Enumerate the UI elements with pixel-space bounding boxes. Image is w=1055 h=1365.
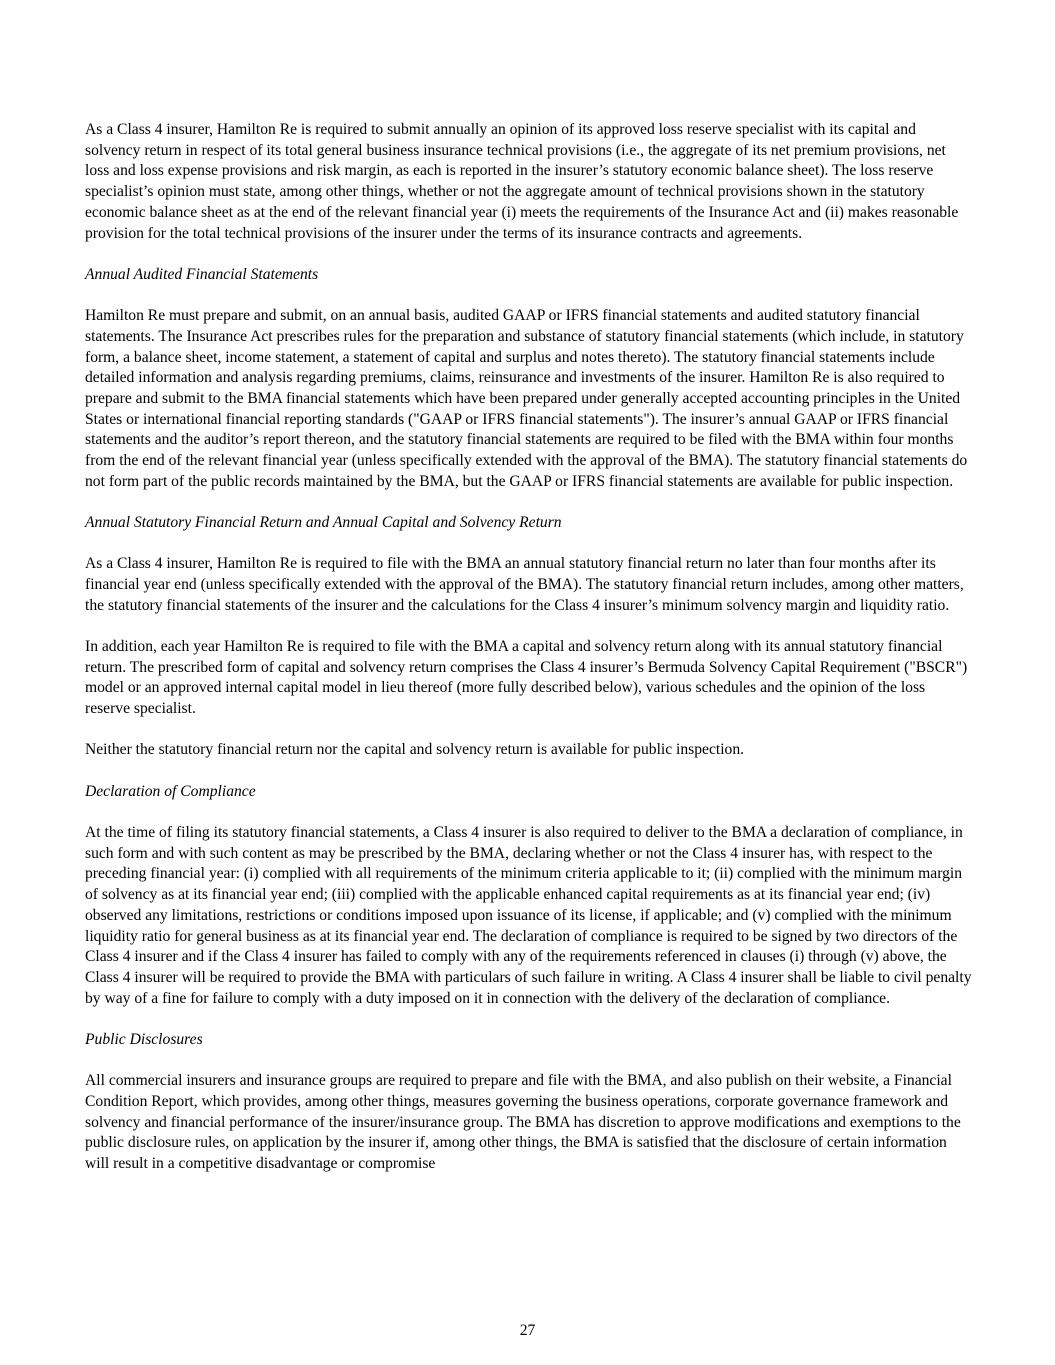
heading-declaration-of-compliance: Declaration of Compliance [85, 782, 256, 800]
para-capital-solvency-return: In addition, each year Hamilton Re is required to file with the BMA a capital and solvency return along with its annual statutory financial return. The prescribed form of capital and solvency return comprises the Class 4 insurer’s Bermuda Solvency Capital Requirement ("BSCR") model or an approved internal capital model in lieu thereof (more fully described below), various schedules and the opinion of the loss reserve specialist. [85, 638, 968, 718]
heading-annual-statutory-financial-return: Annual Statutory Financial Return and Annual Capital and Solvency Return [85, 514, 562, 532]
para-not-public: Neither the statutory financial return nor the capital and solvency return is available for public inspection. [85, 741, 745, 759]
document-page [85, 120, 973, 1195]
para-audited-financial-statements: Hamilton Re must prepare and submit, on an annual basis, audited GAAP or IFRS financial statements and audited statutory financial statements. The Insurance Act prescribes rules for the preparation and substance of statutory financial statements (which include, in statutory form, a balance sheet, income statement, a statement of capital and surplus and notes thereto). The statutory financial statements include detailed information and analysis regarding premiums, claims, reinsurance and investments of the insurer. Hamilton Re is also required to prepare and submit to the BMA financial statements which have been prepared under generally accepted accounting principles in the United States or international financial reporting standards ("GAAP or IFRS financial statements"). The insurer’s annual GAAP or IFRS financial statements and the auditor’s report thereon, and the statutory financial statements are required to be filed with the BMA within four months from the end of the relevant financial year (unless specifically extended with the approval of the BMA). The statutory financial statements do not form part of the public records maintained by the BMA, but the GAAP or IFRS financial statements are available for public inspection. [85, 307, 968, 490]
page-number: 27 [519, 1322, 536, 1339]
heading-annual-audited-financial-statements: Annual Audited Financial Statements [85, 265, 319, 283]
para-statutory-financial-return: As a Class 4 insurer, Hamilton Re is required to file with the BMA an annual statutory financial return no later than four months after its financial year end (unless specifically extended with the approval of the BMA). The statutory financial return includes, among other matters, the statutory financial statements of the insurer and the calculations for the Class 4 insurer’s minimum solvency margin and liquidity ratio. [85, 555, 964, 614]
para-loss-reserve-opinion: As a Class 4 insurer, Hamilton Re is required to submit annually an opinion of its approved loss reserve specialist with its capital and solvency return in respect of its total general business insurance technical provisions (i.e., the aggregate of its net premium provisions, net loss and loss expense provisions and risk margin, as each is reported in the insurer’s statutory economic balance sheet). The loss reserve specialist’s opinion must state, among other things, whether or not the aggregate amount of technical provisions shown in the statutory economic balance sheet as at the end of the relevant financial year (i) meets the requirements of the Insurance Act and (ii) makes reasonable provision for the total technical provisions of the insurer under the terms of its insurance contracts and agreements. [85, 121, 959, 242]
para-declaration-of-compliance: At the time of filing its statutory financial statements, a Class 4 insurer is also required to deliver to the BMA a declaration of compliance, in such form and with such content as may be prescribed by the BMA, declaring whether or not the Class 4 insurer has, with respect to the preceding financial year: (i) complied with all requirements of the minimum criteria applicable to it; (ii) complied with the minimum margin of solvency as at its financial year end; (iii) complied with the applicable enhanced capital requirements as at its financial year end; (iv) observed any limitations, restrictions or conditions imposed upon issuance of its license, if applicable; and (v) complied with the minimum liquidity ratio for general business as at its financial year end. The declaration of compliance is required to be signed by two directors of the Class 4 insurer and if the Class 4 insurer has failed to comply with any of the requirements referenced in clauses (i) through (v) above, the Class 4 insurer will be required to provide the BMA with particulars of such failure in writing. A Class 4 insurer shall be liable to civil penalty by way of a fine for failure to comply with a duty imposed on it in connection with the delivery of the declaration of compliance. [85, 824, 972, 1007]
para-public-disclosures: All commercial insurers and insurance groups are required to prepare and file with the BMA, and also publish on their website, a Financial Condition Report, which provides, among other things, measures governing the business operations, corporate governance framework and solvency and financial performance of the insurer/insurance group. The BMA has discretion to approve modifications and exemptions to the public disclosure rules, on application by the insurer if, among other things, the BMA is satisfied that the disclosure of certain information will result in a competitive disadvantage or compromise [85, 1072, 961, 1173]
heading-public-disclosures: Public Disclosures [85, 1030, 203, 1048]
